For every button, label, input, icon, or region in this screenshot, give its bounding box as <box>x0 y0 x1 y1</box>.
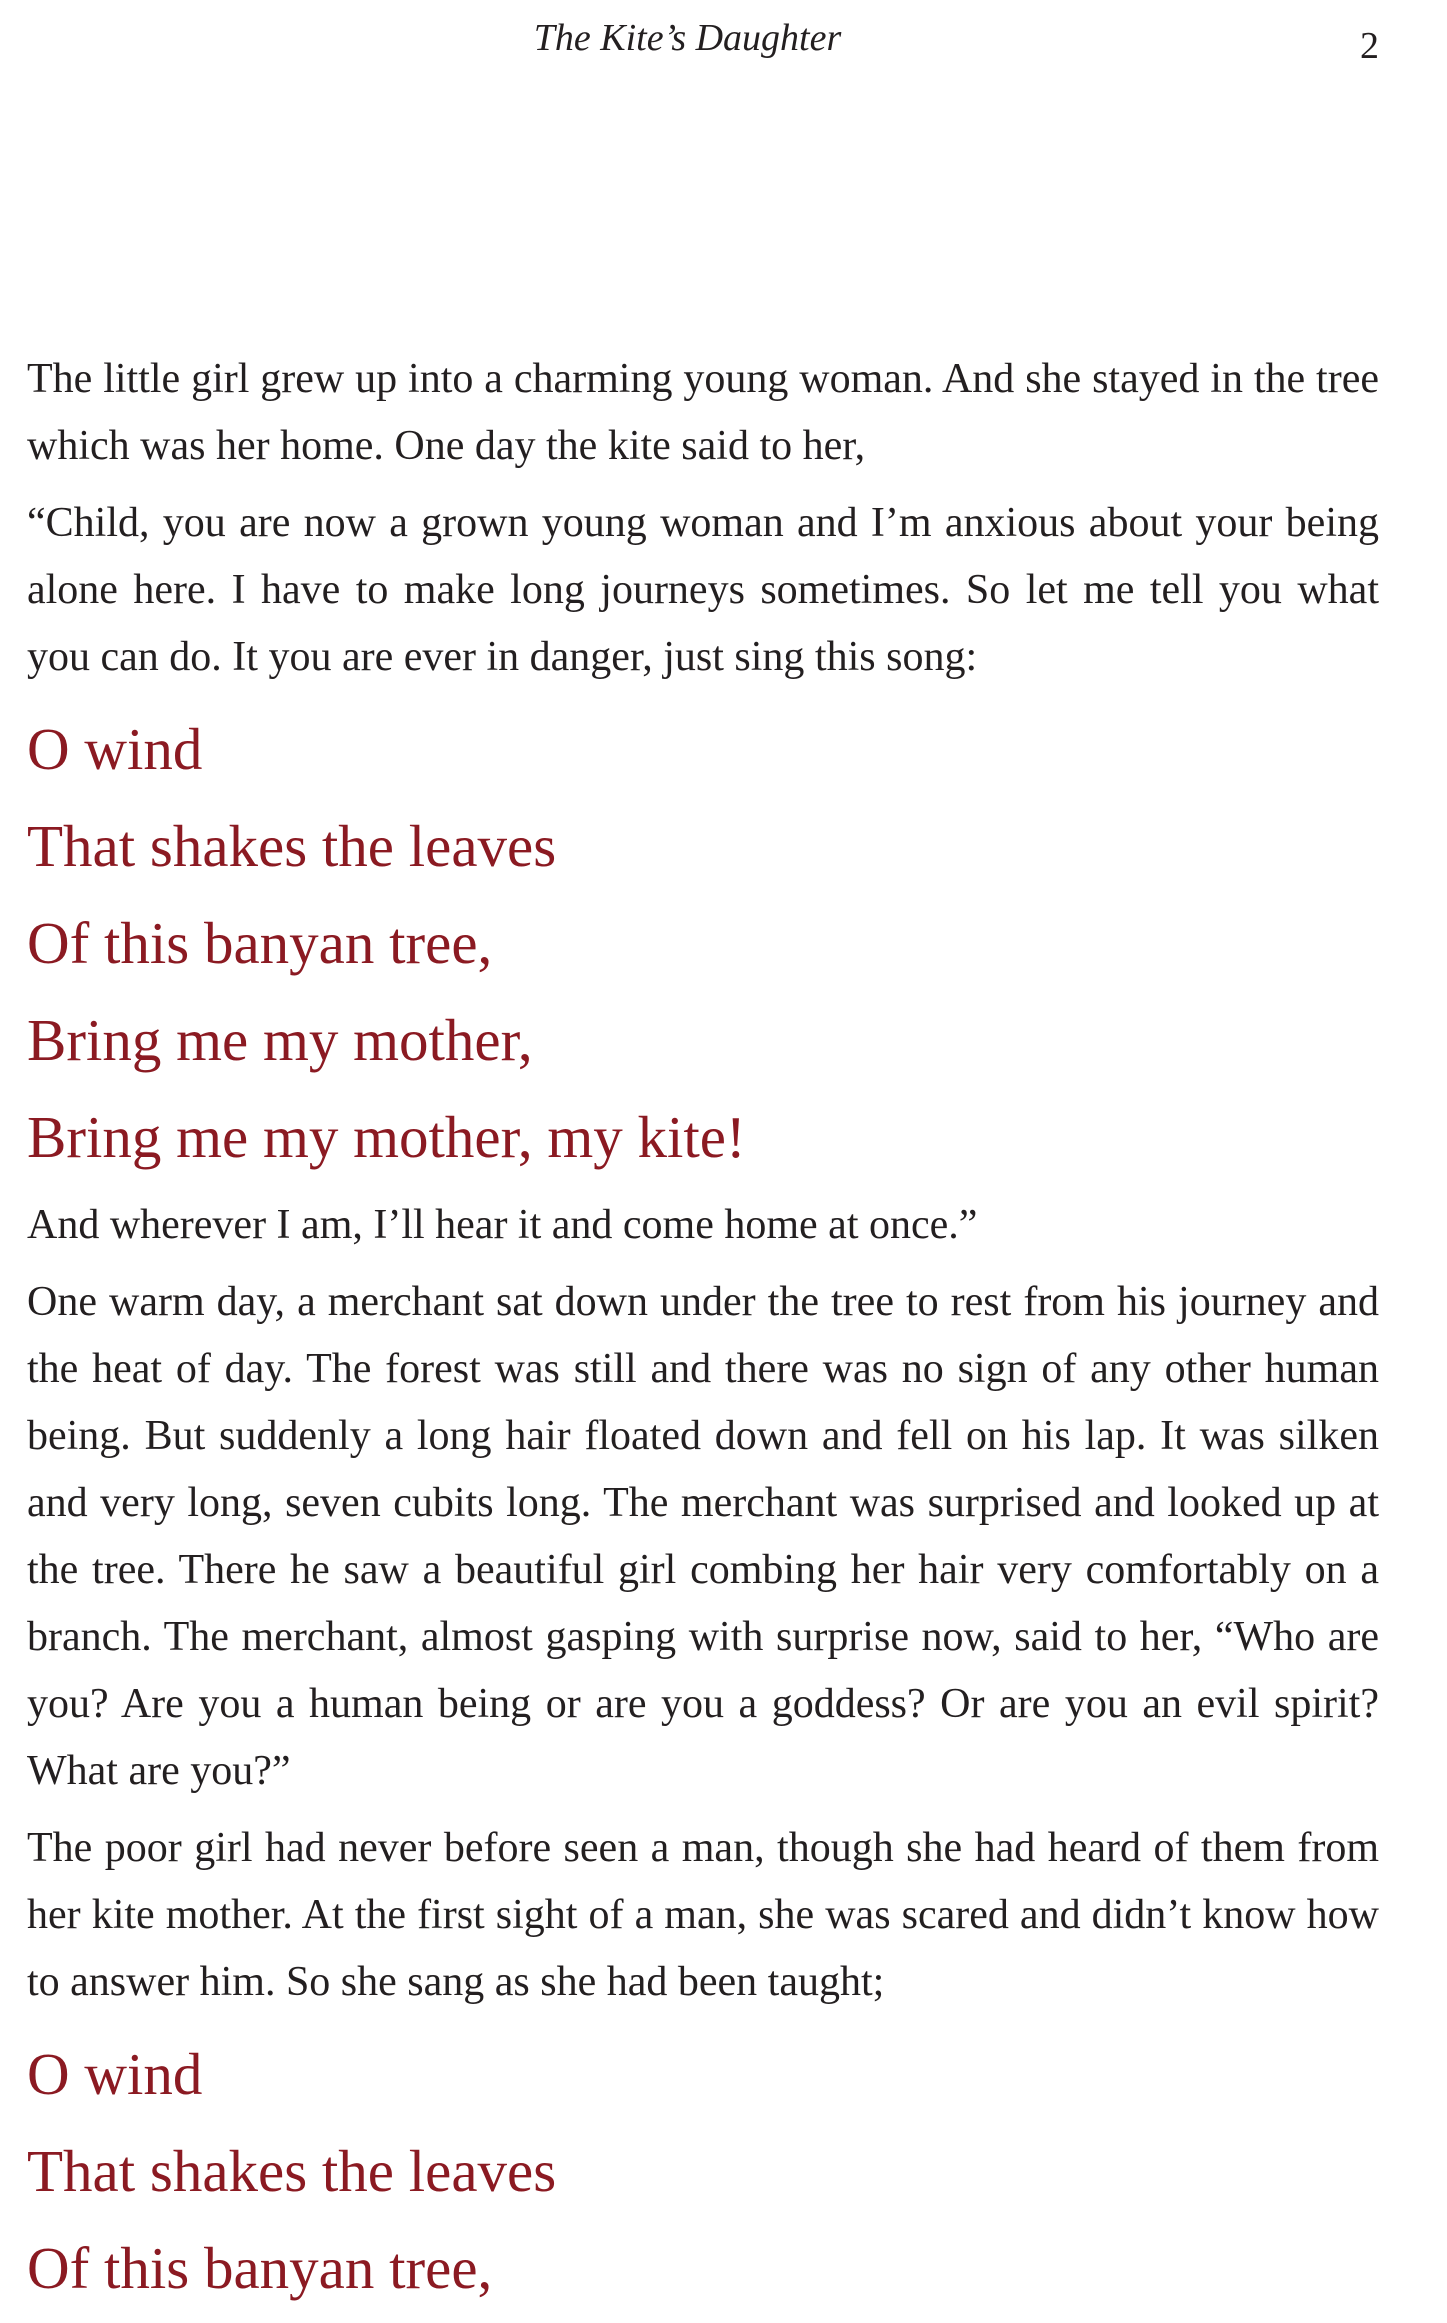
running-head <box>0 8 1447 78</box>
verse-line: That shakes the leaves <box>27 813 557 879</box>
verse-line: O wind <box>27 2041 203 2107</box>
paragraph: And wherever I am, I’ll hear it and come home at once.” <box>27 1202 978 1248</box>
verse-line: Of this banyan tree, <box>27 2235 493 2301</box>
page-number: 2 <box>1360 25 1379 67</box>
verse-line: Bring me my mother, <box>27 1007 533 1073</box>
song-verse <box>27 2026 1379 2317</box>
paragraph: One warm day, a merchant sat down under the tree to rest from his journey and the heat of day. The forest was still and there was no sign of any other human being. But suddenly a long hair floated down and fell on his lap. It was silken and very long, seven cubits long. The merchant was surprised and looked up at the tree. There he saw a beautiful girl combing her hair very comfortably on a branch. The merchant, almost gasping with surprise now, said to her, “Who are you? Are you a human being or are you a goddess? Or are you an evil spirit? What are you?” <box>27 1279 1379 1794</box>
story-text <box>27 346 1379 2323</box>
book-title: The Kite’s Daughter <box>533 17 842 59</box>
verse-line: O wind <box>27 716 203 782</box>
paragraph: The little girl grew up into a charming young woman. And she stayed in the tree which was her home. One day the kite said to her, <box>27 356 1379 469</box>
verse-line: Bring me my mother, my kite! <box>27 1104 746 1170</box>
verse-line: That shakes the leaves <box>27 2138 557 2204</box>
paragraph: “Child, you are now a grown young woman and I’m anxious about your being alone here. I have to make long journeys sometimes. So let me tell you what you can do. It you are ever in danger, just sing this song: <box>27 500 1379 680</box>
paragraph: The poor girl had never before seen a man, though she had heard of them from her kite mother. At the first sight of a man, she was scared and didn’t know how to answer him. So she sang as she had been taught; <box>27 1825 1379 2005</box>
song-verse <box>27 701 1379 1186</box>
verse-line: Of this banyan tree, <box>27 910 493 976</box>
